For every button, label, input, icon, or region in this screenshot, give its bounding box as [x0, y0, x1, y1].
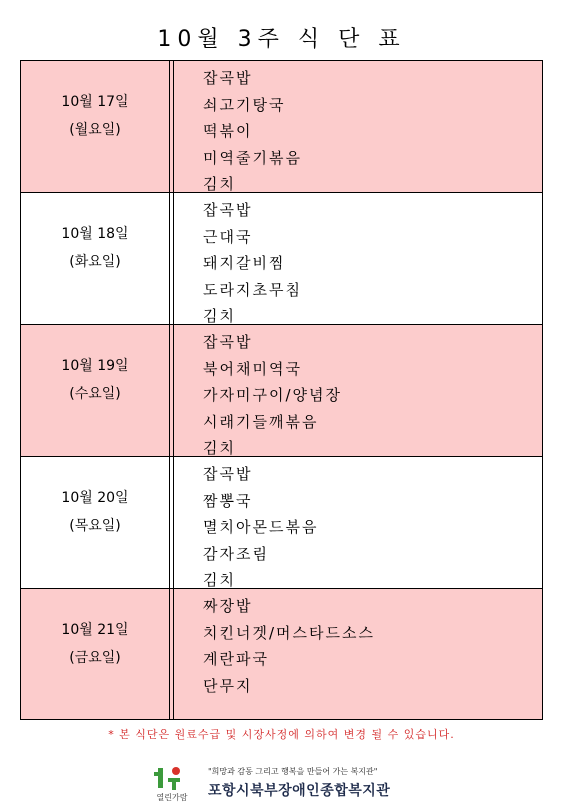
column-divider [173, 457, 174, 588]
menu-item: 김치 [203, 571, 236, 589]
weekday-label: (수요일) [69, 386, 121, 402]
menu-item: 단무지 [203, 676, 253, 695]
menu-item: 잡곡밥 [203, 333, 253, 351]
date-label: 10월 17일 [61, 94, 129, 110]
menu-item: 쇠고기탕국 [203, 95, 286, 114]
footer [150, 762, 420, 802]
day-block-mon [21, 61, 542, 193]
column-divider [169, 193, 170, 324]
date-cell [21, 193, 169, 324]
menu-item: 미역줄기볶음 [203, 148, 302, 167]
menu-list [203, 197, 302, 330]
date-cell [21, 589, 169, 719]
column-divider [173, 589, 174, 719]
menu-item: 잡곡밥 [203, 69, 253, 87]
menu-item: 돼지갈비찜 [203, 254, 286, 272]
menu-item: 계란파국 [203, 650, 269, 668]
menu-table [20, 60, 543, 720]
column-divider [173, 325, 174, 456]
menu-item: 치킨너겟/머스타드소스 [203, 623, 375, 642]
menu-item: 감자조림 [203, 544, 269, 563]
column-divider [169, 61, 170, 192]
menu-item: 김치 [203, 307, 236, 325]
organization-logo-icon [150, 762, 194, 802]
menu-item: 가자미구이/양념장 [203, 386, 342, 404]
day-block-fri [21, 589, 542, 719]
menu-item: 근대국 [203, 227, 253, 246]
menu-item: 잡곡밥 [203, 465, 253, 483]
menu-item: 시래기들깨볶음 [203, 412, 319, 431]
date-cell [21, 325, 169, 456]
weekday-label: (목요일) [69, 518, 121, 534]
day-block-tue [21, 193, 542, 325]
column-divider [169, 325, 170, 456]
day-block-thu [21, 457, 542, 589]
menu-item: 떡볶이 [203, 122, 253, 140]
menu-item: 북어채미역국 [203, 359, 302, 378]
date-label: 10월 18일 [61, 226, 129, 242]
menu-item: 도라지초무침 [203, 280, 302, 299]
change-notice: * 본 식단은 원료수급 및 시장사정에 의하여 변경 될 수 있습니다. [108, 728, 455, 741]
menu-list [203, 461, 318, 594]
menu-item: 잡곡밥 [203, 201, 253, 219]
page-title: 10월 3주 식 단 표 [157, 27, 406, 52]
menu-list [203, 593, 375, 699]
weekday-label: (월요일) [69, 122, 121, 138]
column-divider [173, 193, 174, 324]
menu-item: 짬뽕국 [203, 491, 253, 510]
date-label: 10월 20일 [61, 490, 129, 506]
logo-text: 열린가람 [156, 793, 188, 802]
menu-item: 짜장밥 [203, 597, 253, 615]
weekday-label: (금요일) [69, 650, 121, 666]
menu-list [203, 329, 342, 462]
day-block-wed [21, 325, 542, 457]
menu-item: 김치 [203, 175, 236, 193]
date-label: 10월 21일 [61, 622, 129, 638]
date-cell [21, 61, 169, 192]
menu-item: 멸치아몬드볶음 [203, 518, 319, 536]
weekday-label: (화요일) [69, 254, 121, 270]
organization-name: 포항시북부장애인종합복지관 [208, 783, 391, 799]
menu-item: 김치 [203, 439, 236, 457]
column-divider [169, 457, 170, 588]
column-divider [169, 589, 170, 719]
date-cell [21, 457, 169, 588]
slogan: "희망과 감동 그리고 행복을 만들어 가는 복지관" [208, 767, 378, 776]
column-divider [173, 61, 174, 192]
menu-list [203, 65, 302, 198]
date-label: 10월 19일 [61, 358, 129, 374]
